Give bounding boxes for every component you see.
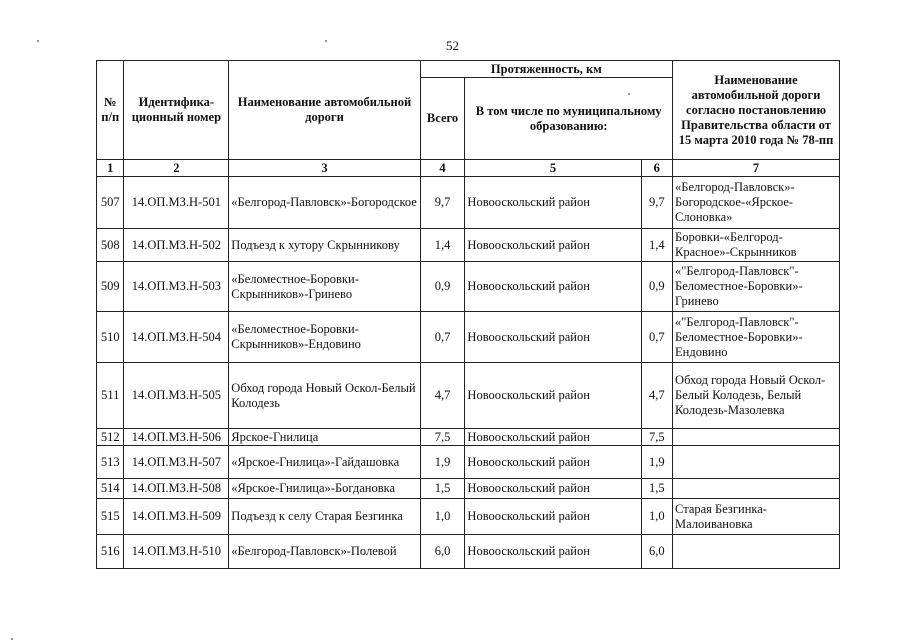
cell-resolution-name [673, 446, 840, 479]
cell-road-name: Подъезд к хутору Скрынникову [229, 229, 420, 262]
header-resolution-name: Наименование автомобильной дороги согласно постановлению Правительства области от 15 марта 2010 года № 78-пп [673, 61, 840, 160]
header-num: № п/п [97, 61, 124, 160]
cell-num: 512 [97, 429, 124, 446]
cell-road-name: «Белгород-Павловск»-Полевой [229, 535, 420, 569]
cell-resolution-name: «"Белгород-Павловск"-Беломестное-Боровки»-Гринево [673, 262, 840, 312]
cell-road-name: «Белгород-Павловск»-Богородское [229, 177, 420, 229]
cell-resolution-name [673, 479, 840, 499]
header-including: В том числе по муниципальному образованию: [465, 78, 673, 160]
column-index-cell: 7 [673, 160, 840, 177]
cell-id: 14.ОП.МЗ.Н-509 [124, 499, 229, 535]
header-length: Протяженность, км [420, 61, 672, 78]
cell-total: 1,5 [420, 479, 465, 499]
cell-num: 514 [97, 479, 124, 499]
cell-id: 14.ОП.МЗ.Н-502 [124, 229, 229, 262]
cell-id: 14.ОП.МЗ.Н-505 [124, 363, 229, 429]
cell-total: 1,9 [420, 446, 465, 479]
cell-road-name: «Ярское-Гнилица»-Богдановка [229, 479, 420, 499]
cell-municipality: Новооскольский район [465, 177, 641, 229]
cell-road-name: «Ярское-Гнилица»-Гайдашовка [229, 446, 420, 479]
table-row [97, 312, 840, 363]
cell-resolution-name: Обход города Новый Оскол-Белый Колодезь, Белый Колодезь-Мазолевка [673, 363, 840, 429]
cell-resolution-name: Боровки-«Белгород-Красное»-Скрынников [673, 229, 840, 262]
cell-road-name: Подъезд к селу Старая Безгинка [229, 499, 420, 535]
cell-municipality: Новооскольский район [465, 229, 641, 262]
header-road-name: Наименование автомобильной дороги [229, 61, 420, 160]
table-row [97, 229, 840, 262]
cell-municipality: Новооскольский район [465, 262, 641, 312]
cell-id: 14.ОП.МЗ.Н-503 [124, 262, 229, 312]
table-row [97, 535, 840, 569]
table-row [97, 499, 840, 535]
cell-road-name: «Беломестное-Боровки-Скрынников»-Ендовино [229, 312, 420, 363]
page-number: 52 [446, 38, 459, 53]
cell-km: 0,7 [641, 312, 673, 363]
table-row [97, 177, 840, 229]
column-index-cell: 5 [465, 160, 641, 177]
cell-total: 7,5 [420, 429, 465, 446]
cell-resolution-name: Старая Безгинка-Малоивановка [673, 499, 840, 535]
cell-id: 14.ОП.МЗ.Н-501 [124, 177, 229, 229]
cell-km: 9,7 [641, 177, 673, 229]
cell-km: 6,0 [641, 535, 673, 569]
cell-municipality: Новооскольский район [465, 312, 641, 363]
cell-id: 14.ОП.МЗ.Н-508 [124, 479, 229, 499]
cell-municipality: Новооскольский район [465, 479, 641, 499]
cell-municipality: Новооскольский район [465, 499, 641, 535]
cell-num: 515 [97, 499, 124, 535]
cell-num: 510 [97, 312, 124, 363]
column-index-row [97, 160, 840, 177]
header-id: Идентифика-ционный номер [124, 61, 229, 160]
column-index-cell: 3 [229, 160, 420, 177]
header-total: Всего [420, 78, 465, 160]
cell-km: 1,9 [641, 446, 673, 479]
cell-municipality: Новооскольский район [465, 429, 641, 446]
roads-table [96, 60, 840, 569]
cell-municipality: Новооскольский район [465, 363, 641, 429]
cell-num: 508 [97, 229, 124, 262]
table-row [97, 479, 840, 499]
cell-resolution-name [673, 429, 840, 446]
column-index-cell: 4 [420, 160, 465, 177]
cell-km: 1,0 [641, 499, 673, 535]
cell-km: 1,4 [641, 229, 673, 262]
table-row [97, 363, 840, 429]
cell-km: 4,7 [641, 363, 673, 429]
cell-total: 9,7 [420, 177, 465, 229]
cell-km: 0,9 [641, 262, 673, 312]
column-index-cell: 6 [641, 160, 673, 177]
cell-road-name: Обход города Новый Оскол-Белый Колодезь [229, 363, 420, 429]
cell-km: 1,5 [641, 479, 673, 499]
cell-id: 14.ОП.МЗ.Н-506 [124, 429, 229, 446]
table-row [97, 429, 840, 446]
table-row [97, 446, 840, 479]
cell-total: 1,4 [420, 229, 465, 262]
cell-road-name: «Беломестное-Боровки-Скрынников»-Гринево [229, 262, 420, 312]
cell-km: 7,5 [641, 429, 673, 446]
cell-num: 509 [97, 262, 124, 312]
cell-total: 0,7 [420, 312, 465, 363]
cell-num: 516 [97, 535, 124, 569]
cell-num: 513 [97, 446, 124, 479]
cell-id: 14.ОП.МЗ.Н-510 [124, 535, 229, 569]
cell-resolution-name [673, 535, 840, 569]
cell-id: 14.ОП.МЗ.Н-507 [124, 446, 229, 479]
cell-num: 511 [97, 363, 124, 429]
cell-num: 507 [97, 177, 124, 229]
cell-total: 0,9 [420, 262, 465, 312]
cell-total: 1,0 [420, 499, 465, 535]
table-row [97, 262, 840, 312]
cell-resolution-name: «"Белгород-Павловск"-Беломестное-Боровки»-Ендовино [673, 312, 840, 363]
cell-municipality: Новооскольский район [465, 446, 641, 479]
cell-total: 6,0 [420, 535, 465, 569]
cell-total: 4,7 [420, 363, 465, 429]
cell-resolution-name: «Белгород-Павловск»-Богородское-«Ярское-Слоновка» [673, 177, 840, 229]
cell-municipality: Новооскольский район [465, 535, 641, 569]
cell-id: 14.ОП.МЗ.Н-504 [124, 312, 229, 363]
column-index-cell: 1 [97, 160, 124, 177]
column-index-cell: 2 [124, 160, 229, 177]
cell-road-name: Ярское-Гнилица [229, 429, 420, 446]
